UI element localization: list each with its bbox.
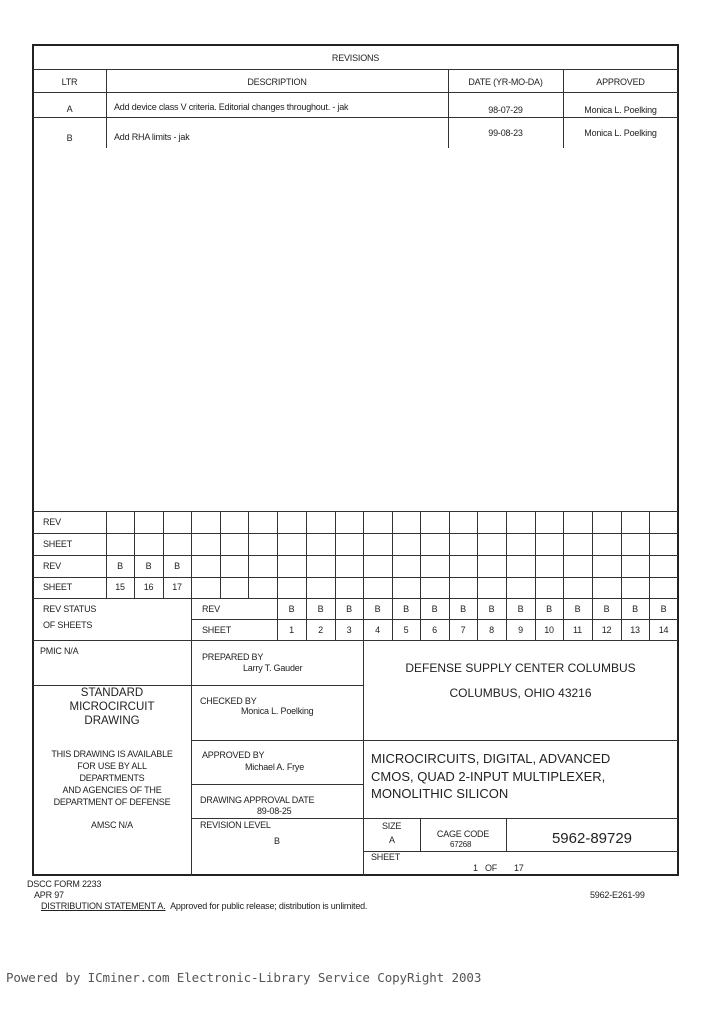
rev-row-a-date: 98-07-29 [488, 105, 523, 115]
status-rev: B [317, 604, 324, 614]
size-value: A [389, 835, 395, 845]
rev-status-label: REV STATUS [43, 604, 97, 614]
status-sheet: 9 [518, 625, 523, 635]
checked-by-label: CHECKED BY [200, 696, 257, 706]
cage-code-label: CAGE CODE [436, 829, 490, 839]
grid-sheet-label-2: SHEET [43, 582, 73, 592]
approved-by-label: APPROVED BY [202, 750, 265, 760]
status-rev: B [288, 604, 295, 614]
drawing-number: 5962-89729 [551, 830, 633, 847]
status-sheet: 12 [601, 625, 612, 635]
status-rev: B [632, 604, 638, 614]
agency-name: DEFENSE SUPPLY CENTER COLUMBUS [405, 661, 636, 675]
distribution-statement: DISTRIBUTION STATEMENT A. Approved for public release; distribution is unlimited. [41, 901, 368, 911]
status-rev: B [374, 604, 381, 614]
status-rev: B [488, 604, 495, 614]
status-sheet: 3 [346, 625, 352, 635]
availability-statement: THIS DRAWING IS AVAILABLE FOR USE BY ALL DEPARTMENTS AND AGENCIES OF THE DEPARTMENT OF DEFENSE [51, 749, 173, 807]
prepared-by-name: Larry T. Gauder [243, 663, 303, 673]
status-sheet: 2 [318, 625, 323, 635]
grid-rev-17: B [174, 561, 180, 571]
grid-sheet-label-1: SHEET [43, 539, 73, 549]
approved-by-name: Michael A. Frye [245, 762, 305, 772]
rev-row-b-approved: Monica L. Poelking [584, 128, 657, 138]
status-sheet: 8 [489, 625, 494, 635]
revision-level-value: B [274, 836, 280, 846]
status-rev: B [517, 604, 524, 614]
status-rev: B [574, 604, 581, 614]
powered-by-banner: Powered by ICminer.com Electronic-Library Service CopyRight 2003 [6, 970, 482, 985]
revisions-title: REVISIONS [331, 53, 380, 63]
status-rev: B [403, 604, 409, 614]
status-rev: B [460, 604, 466, 614]
status-sheet: 6 [432, 625, 437, 635]
rev-row-a-approved: Monica L. Poelking [584, 105, 657, 115]
grid-sheet-15: 15 [115, 582, 125, 592]
document-code: 5962-E261-99 [590, 890, 645, 900]
rev-row-b-date: 99-08-23 [488, 128, 523, 138]
amsc-label: AMSC N/A [91, 820, 133, 830]
grid-rev-label-1: REV [43, 517, 61, 527]
sheet-number: 1 [473, 863, 478, 873]
cage-code-value: 67268 [450, 840, 472, 849]
grid-rev-label-2: REV [43, 561, 61, 571]
grid-rev-16: B [145, 561, 152, 571]
grid-sheet-17: 17 [172, 582, 182, 592]
standard-drawing-title: STANDARD MICROCIRCUIT DRAWING [69, 687, 155, 727]
status-rev: B [431, 604, 438, 614]
rev-row-a-description: Add device class V criteria. Editorial changes throughout. - jak [114, 102, 349, 112]
approval-date-value: 89-08-25 [257, 806, 292, 816]
checked-by-name: Monica L. Poelking [241, 706, 314, 716]
status-rev: B [660, 604, 667, 614]
sheet-total: 17 [514, 863, 524, 873]
status-rev: B [603, 604, 610, 614]
of-sheets-label: OF SHEETS [43, 620, 93, 630]
approval-date-label: DRAWING APPROVAL DATE [200, 795, 315, 805]
status-sheet-label: SHEET [202, 625, 232, 635]
sheet-label: SHEET [371, 852, 401, 862]
status-sheet: 5 [403, 625, 409, 635]
status-sheet: 1 [289, 625, 294, 635]
status-sheet: 11 [573, 625, 582, 635]
sheet-of: OF [485, 863, 498, 873]
rev-row-b-ltr: B [66, 133, 73, 143]
header-ltr: LTR [61, 77, 78, 87]
agency-address: COLUMBUS, OHIO 43216 [449, 686, 592, 700]
size-label: SIZE [382, 821, 402, 831]
form-date: APR 97 [34, 890, 64, 900]
revision-level-label: REVISION LEVEL [200, 820, 271, 830]
status-sheet: 14 [658, 625, 669, 635]
prepared-by-label: PREPARED BY [202, 652, 264, 662]
header-description: DESCRIPTION [247, 77, 307, 87]
status-sheet: 7 [460, 625, 466, 635]
header-approved: APPROVED [596, 77, 645, 87]
pmic-label: PMIC N/A [40, 646, 79, 656]
form-number: DSCC FORM 2233 [27, 879, 102, 889]
grid-sheet-16: 16 [143, 582, 154, 592]
status-rev: B [346, 604, 352, 614]
grid-rev-15: B [117, 561, 123, 571]
header-date: DATE (YR-MO-DA) [468, 77, 543, 87]
status-sheet: 13 [630, 625, 640, 635]
status-rev-label: REV [202, 604, 220, 614]
drawing-title: MICROCIRCUITS, DIGITAL, ADVANCED CMOS, QUAD 2-INPUT MULTIPLEXER, MONOLITHIC SILICON [371, 751, 611, 801]
rev-row-a-ltr: A [66, 104, 73, 114]
status-sheet: 4 [375, 625, 380, 635]
rev-row-b-description: Add RHA limits - jak [114, 132, 190, 142]
status-sheet: 10 [544, 625, 554, 635]
status-rev: B [546, 604, 552, 614]
